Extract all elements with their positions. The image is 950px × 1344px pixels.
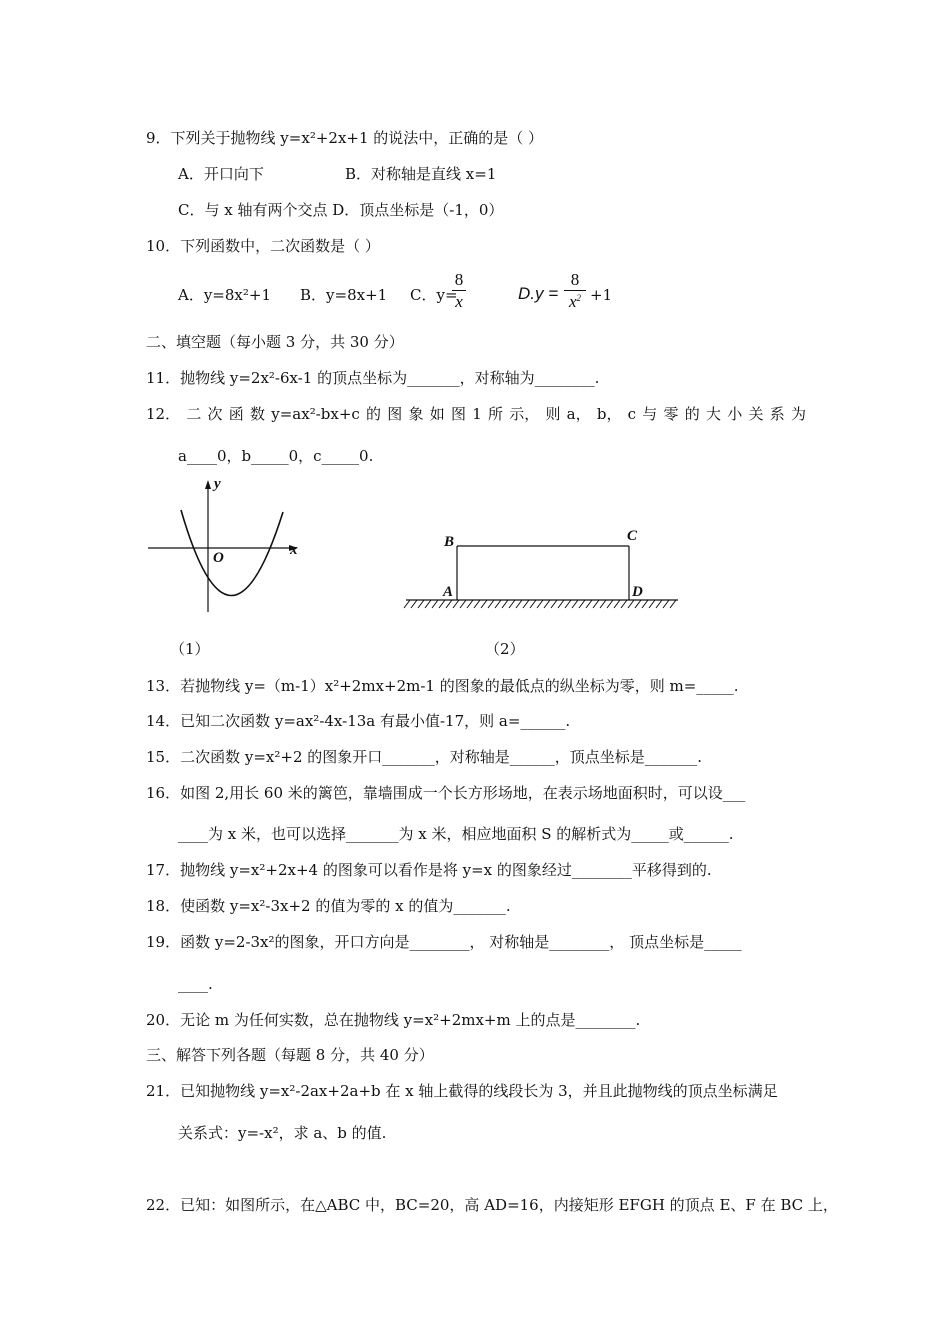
hatch-stroke xyxy=(404,600,410,608)
hatch-stroke xyxy=(460,600,466,608)
fig1-y-label: y xyxy=(214,476,221,492)
hatch-stroke xyxy=(495,600,501,608)
hatch-stroke xyxy=(453,600,459,608)
fig2-label-d: D xyxy=(632,584,643,600)
hatch-stroke xyxy=(551,600,557,608)
q12-line2: a____0，b_____0，c_____0. xyxy=(178,447,374,465)
q12-word: 象 xyxy=(408,405,424,423)
hatch-stroke xyxy=(621,600,627,608)
q12-word: y=ax²-bx+c xyxy=(271,405,360,423)
hatch-stroke xyxy=(642,600,648,608)
q12-word: 大 xyxy=(706,405,722,423)
q12-word: 图 xyxy=(450,405,466,423)
q10-option-d-denominator: x xyxy=(568,292,577,311)
q9-option-b: B．对称轴是直线 x=1 xyxy=(345,165,497,183)
hatch-stroke xyxy=(509,600,515,608)
hatch-stroke xyxy=(467,600,473,608)
q12-word: 1 xyxy=(472,405,482,423)
q12-word: 数 xyxy=(250,405,266,423)
q13-text: 13．若抛物线 y=（m-1）x²+2mx+2m-1 的图象的最低点的纵坐标为零，则 m=_____. xyxy=(146,677,739,695)
hatch-stroke xyxy=(558,600,564,608)
q12-word: 则 xyxy=(545,405,561,423)
hatch-stroke xyxy=(474,600,480,608)
fig1-parabola-curve xyxy=(181,510,283,596)
q12-word: 零 xyxy=(663,405,679,423)
hatch-stroke xyxy=(649,600,655,608)
fig1-origin-label: O xyxy=(213,550,224,566)
hatch-stroke xyxy=(565,600,571,608)
q12-word: 二 xyxy=(186,405,202,423)
hatch-stroke xyxy=(523,600,529,608)
q12-word: 所 xyxy=(487,405,503,423)
q14-text: 14．已知二次函数 y=ax²-4x-13a 有最小值-17，则 a=______. xyxy=(146,712,571,730)
q20-text: 20．无论 m 为任何实数，总在抛物线 y=x²+2mx+m 上的点是________. xyxy=(146,1011,641,1029)
hatch-stroke xyxy=(663,600,669,608)
q10-option-c-numerator: 8 xyxy=(454,270,464,289)
q15-text: 15．二次函数 y=x²+2 的图象开口_______，对称轴是______，顶点坐标是_______. xyxy=(146,748,703,766)
hatch-stroke xyxy=(432,600,438,608)
hatch-stroke xyxy=(439,600,445,608)
q12-word: 系 xyxy=(769,405,785,423)
fig1-y-arrow xyxy=(205,480,211,489)
hatch-stroke xyxy=(635,600,641,608)
q10-option-d-exponent: 2 xyxy=(576,293,582,303)
q9-option-a: A．开口向下 xyxy=(178,165,264,183)
hatch-stroke xyxy=(425,600,431,608)
fig2-label-a: A xyxy=(443,584,454,600)
hatch-stroke xyxy=(544,600,550,608)
hatch-stroke xyxy=(516,600,522,608)
fig2-label-c: C xyxy=(627,528,638,544)
q12-word: 次 xyxy=(207,405,223,423)
section-3-heading: 三、解答下列各题（每题 8 分，共 40 分） xyxy=(146,1046,434,1064)
q10-stem: 10．下列函数中，二次函数是（ ） xyxy=(146,237,380,255)
q22-line1: 22．已知：如图所示，在△ABC 中，BC=20，高 AD=16，内接矩形 EFGH 的顶点 E、F 在 BC 上， xyxy=(146,1196,838,1214)
hatch-stroke xyxy=(418,600,424,608)
hatch-stroke xyxy=(502,600,508,608)
hatch-stroke xyxy=(614,600,620,608)
q12-word: 为 xyxy=(790,405,806,423)
q19-line2: ____. xyxy=(178,975,213,993)
hatch-stroke xyxy=(530,600,536,608)
q9-stem: 9．下列关于抛物线 y=x²+2x+1 的说法中，正确的是（ ） xyxy=(146,129,544,147)
q16-line2: ____为 x 米，也可以选择_______为 x 米，相应地面积 S 的解析式为_____或______. xyxy=(178,825,734,843)
fig2-label-b: B xyxy=(444,534,455,550)
hatch-stroke xyxy=(446,600,452,608)
q10-option-b: B．y=8x+1 xyxy=(300,286,388,304)
q12-word: 小 xyxy=(727,405,743,423)
q21-line2: 关系式：y=-x²，求 a、b 的值. xyxy=(178,1124,387,1142)
q12-word: 关 xyxy=(748,405,764,423)
hatch-stroke xyxy=(411,600,417,608)
hatch-stroke xyxy=(579,600,585,608)
fig2-caption: （2） xyxy=(485,640,525,658)
q12-word: 的 xyxy=(366,405,382,423)
q19-line1: 19．函数 y=2-3x²的图象，开口方向是________， 对称轴是________， 顶点坐标是_____ xyxy=(146,933,742,951)
q9-option-cd: C．与 x 轴有两个交点 D．顶点坐标是（-1，0） xyxy=(178,201,504,219)
q16-line1: 16．如图 2,用长 60 米的篱笆，靠墙围成一个长方形场地，在表示场地面积时，可以设___ xyxy=(146,784,746,802)
q12-word: 图 xyxy=(387,405,403,423)
hatch-stroke xyxy=(572,600,578,608)
q10-option-d-suffix: +1 xyxy=(590,286,613,304)
section-2-heading: 二、填空题（每小题 3 分，共 30 分） xyxy=(146,333,404,351)
q12-word: 示， xyxy=(509,405,540,423)
q12-word: b， xyxy=(596,405,622,423)
hatch-stroke xyxy=(537,600,543,608)
q12-word: 12． xyxy=(146,405,181,423)
q21-line1: 21．已知抛物线 y=x²-2ax+2a+b 在 x 轴上截得的线段长为 3，并且此抛物线的顶点坐标满足 xyxy=(146,1082,778,1100)
q12-word: c xyxy=(627,405,637,423)
q10-option-d-prefix: D.y = xyxy=(518,284,559,303)
hatch-stroke xyxy=(586,600,592,608)
fig2-wall-hatching xyxy=(404,600,676,608)
q10-option-c-prefix: C．y= xyxy=(410,286,458,304)
q10-option-a: A．y=8x²+1 xyxy=(178,286,272,304)
q10-option-c-denominator: x xyxy=(455,292,463,311)
hatch-stroke xyxy=(600,600,606,608)
hatch-stroke xyxy=(593,600,599,608)
q12-word: 如 xyxy=(429,405,445,423)
figure-1-parabola-graph xyxy=(148,480,298,612)
q17-text: 17．抛物线 y=x²+2x+4 的图象可以看作是将 y=x 的图象经过________平移得到的. xyxy=(146,861,712,879)
hatch-stroke xyxy=(628,600,634,608)
fig1-caption: （1） xyxy=(170,640,210,658)
hatch-stroke xyxy=(670,600,676,608)
hatch-stroke xyxy=(488,600,494,608)
q10-option-d-numerator: 8 xyxy=(570,270,580,289)
fig1-x-label: x xyxy=(290,542,298,558)
q18-text: 18．使函数 y=x²-3x+2 的值为零的 x 的值为_______. xyxy=(146,897,511,915)
hatch-stroke xyxy=(656,600,662,608)
q12-word: 与 xyxy=(642,405,658,423)
q11-text: 11．抛物线 y=2x²-6x-1 的顶点坐标为_______，对称轴为________. xyxy=(146,369,600,387)
q12-word: 的 xyxy=(684,405,700,423)
q12-word: a， xyxy=(566,405,591,423)
hatch-stroke xyxy=(481,600,487,608)
q12-word: 函 xyxy=(228,405,244,423)
hatch-stroke xyxy=(607,600,613,608)
